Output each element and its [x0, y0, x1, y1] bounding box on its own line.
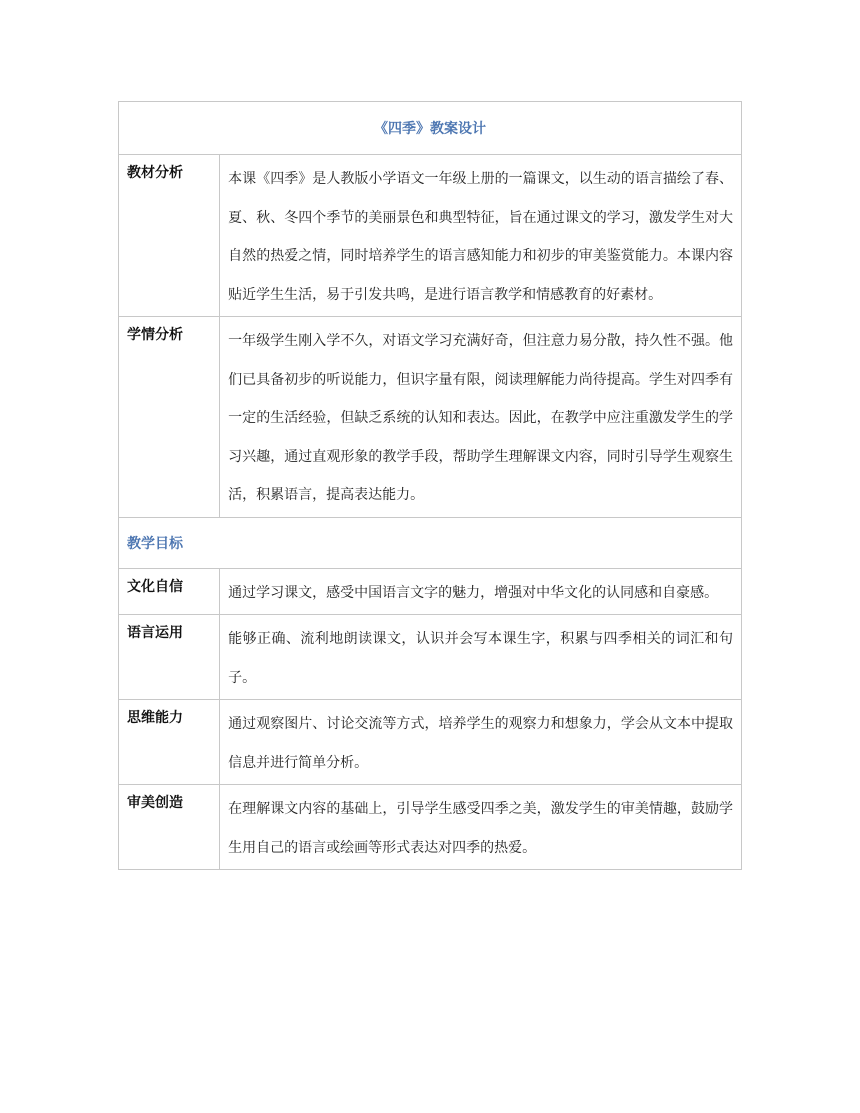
goal-content: 通过观察图片、讨论交流等方式，培养学生的观察力和想象力，学会从文本中提取信息并进行简单分析。 [228, 716, 733, 771]
goal-content-cell [220, 700, 742, 785]
goal-content: 能够正确、流利地朗读课文，认识并会写本课生字，积累与四季相关的词汇和句子。 [228, 631, 733, 686]
table-row-goal-thinking [119, 700, 742, 785]
goal-label: 审美创造 [127, 795, 183, 811]
row-label-cell [119, 317, 220, 518]
goal-label: 语言运用 [127, 625, 183, 641]
goal-label-cell [119, 785, 220, 870]
section-heading: 教学目标 [127, 535, 183, 552]
title-cell [119, 102, 742, 155]
table-row-textbook-analysis [119, 155, 742, 317]
table-row-goal-language [119, 615, 742, 700]
row-content-cell [220, 155, 742, 317]
row-content: 本课《四季》是人教版小学语文一年级上册的一篇课文，以生动的语言描绘了春、夏、秋、冬四个季节的美丽景色和典型特征，旨在通过课文的学习，激发学生对大自然的热爱之情，同时培养学生的语言感知能力和初步的审美鉴赏能力。本课内容贴近学生生活，易于引发共鸣，是进行语言教学和情感教育的好素材。 [228, 171, 733, 303]
row-label: 教材分析 [127, 165, 183, 181]
goal-label-cell [119, 700, 220, 785]
title-row [119, 102, 742, 155]
goal-content-cell [220, 785, 742, 870]
row-label: 学情分析 [127, 327, 183, 343]
table-row-student-analysis [119, 317, 742, 518]
goal-label-cell [119, 568, 220, 615]
goal-content-cell [220, 568, 742, 615]
row-content: 一年级学生刚入学不久，对语文学习充满好奇，但注意力易分散，持久性不强。他们已具备初步的听说能力，但识字量有限，阅读理解能力尚待提高。学生对四季有一定的生活经验，但缺乏系统的认知和表达。因此，在教学中应注重激发学生的学习兴趣，通过直观形象的教学手段，帮助学生理解课文内容，同时引导学生观察生活，积累语言，提高表达能力。 [228, 333, 733, 503]
goal-content: 在理解课文内容的基础上，引导学生感受四季之美，激发学生的审美情趣，鼓励学生用自己的语言或绘画等形式表达对四季的热爱。 [228, 801, 733, 856]
goal-content-cell [220, 615, 742, 700]
lesson-plan-table [118, 101, 742, 870]
section-heading-row [119, 517, 742, 568]
goal-content: 通过学习课文，感受中国语言文字的魅力，增强对中华文化的认同感和自豪感。 [228, 584, 719, 601]
goal-label: 文化自信 [127, 578, 183, 595]
goal-label: 思维能力 [127, 710, 183, 726]
document-title: 《四季》教案设计 [374, 121, 486, 137]
table-row-goal-culture [119, 568, 742, 615]
row-label-cell [119, 155, 220, 317]
goal-label-cell [119, 615, 220, 700]
table-row-goal-aesthetics [119, 785, 742, 870]
section-heading-cell [119, 517, 742, 568]
row-content-cell [220, 317, 742, 518]
